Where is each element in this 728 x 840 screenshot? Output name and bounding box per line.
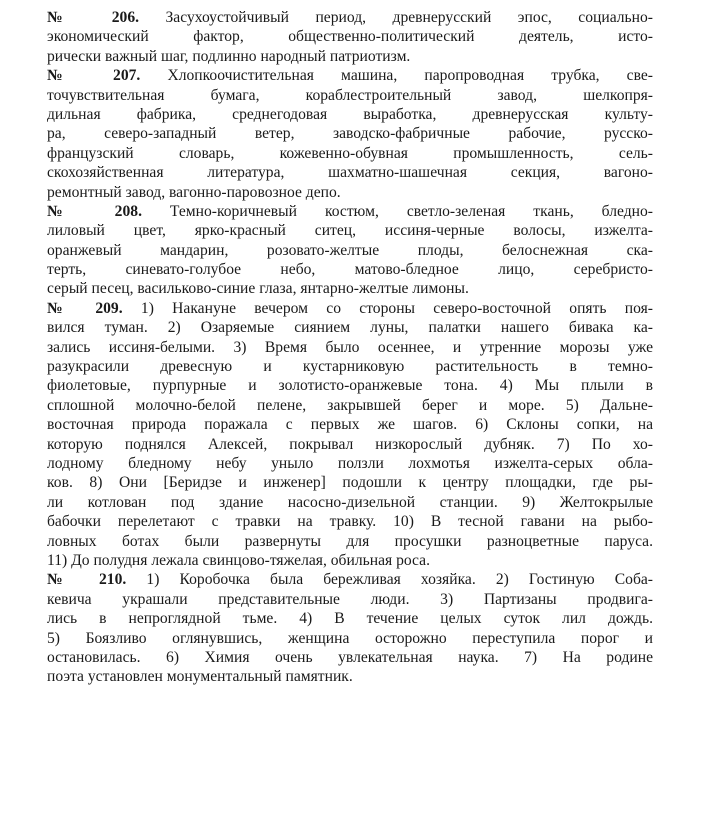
text-line: ков. 8) Они [Беридзе и инженер] подошли к центру площадки, где ры- <box>47 474 653 492</box>
text-line: сплошной молочно-белой пелене, закрывшей берег и море. 5) Дальне- <box>47 396 653 414</box>
line-text: Темно-коричневый костюм, светло-зеленая ткань, бледно- <box>169 202 653 220</box>
text-line <box>47 202 653 221</box>
exercise-206 <box>47 8 653 66</box>
text-line: фиолетовые, пурпурные и золотисто-оранжевые тона. 4) Мы плыли в <box>47 377 653 395</box>
text-line: оранжевый мандарин, розовато-желтые плоды, белоснежная ска- <box>47 241 653 259</box>
text-line: кевича украшали представительные люди. 3) Партизаны продвига- <box>47 590 653 608</box>
text-line: ра, северо-западный ветер, заводско-фабричные рабочие, русско- <box>47 125 653 143</box>
exercise-207 <box>47 66 653 202</box>
text-line: ремонтный завод, вагонно-паровозное депо. <box>47 183 341 201</box>
exercise-number: № 206. <box>47 9 140 26</box>
text-line: экономический фактор, общественно-политический деятель, исто- <box>47 28 653 46</box>
document-page <box>47 8 653 687</box>
text-line: разукрасили древесную и кустарниковую растительность в темно- <box>47 358 653 376</box>
text-line: бабочки перелетают с травки на травку. 10) В тесной гавани на рыбо- <box>47 513 653 531</box>
line-text: 1) Накануне вечером со стороны северо-восточной опять поя- <box>140 299 653 317</box>
text-line: вился туман. 2) Озаряемые сиянием луны, палатки нашего бивака ка- <box>47 319 653 337</box>
text-line: рически важный шаг, подлинно народный патриотизм. <box>47 47 411 65</box>
text-line: зались иссиня-белыми. 3) Время было осеннее, и утренние морозы уже <box>47 338 653 356</box>
text-line: 11) До полудня лежала свинцово-тяжелая, обильная роса. <box>47 551 430 569</box>
text-line: скохозяйственная литература, шахматно-шашечная секция, вагоно- <box>47 164 653 182</box>
text-line: точувствительная бумага, кораблестроительный завод, шелкопря- <box>47 86 653 104</box>
text-line: дильная фабрика, среднегодовая выработка, древнерусская культу- <box>47 105 653 123</box>
exercise-number: № 208. <box>47 202 142 220</box>
text-line <box>47 299 653 318</box>
exercise-209 <box>47 299 653 570</box>
text-line: серый песец, васильково-синие глаза, янтарно-желтые лимоны. <box>47 280 469 298</box>
exercise-208 <box>47 202 653 299</box>
text-line: поэта установлен монументальный памятник. <box>47 668 353 686</box>
text-line: остановилась. 6) Химия очень увлекательная наука. 7) На родине <box>47 648 653 666</box>
exercise-number: № 207. <box>47 67 141 85</box>
text-line <box>47 66 653 85</box>
text-line: восточная природа поражала с первых же шагов. 6) Склоны сопки, на <box>47 416 653 434</box>
text-line <box>47 8 653 27</box>
text-line: терть, синевато-голубое небо, матово-бледное лицо, серебристо- <box>47 261 653 279</box>
text-line: французский словарь, кожевенно-обувная промышленность, сель- <box>47 144 653 162</box>
line-text: Засухоустойчивый период, древнерусский эпос, социально- <box>165 9 653 26</box>
text-line: ли котлован под здание насосно-дизельной станции. 9) Желтокрылые <box>47 493 653 511</box>
text-line: ловных ботах были развернуты для просушки разноцветные паруса. <box>47 532 653 550</box>
text-line: лись в непроглядной тьме. 4) В течение целых суток лил дождь. <box>47 610 653 628</box>
line-text: Хлопкоочистительная машина, паропроводная трубка, све- <box>167 67 653 85</box>
text-line: которую поднялся Алексей, покрывал низкорослый дубняк. 7) По хо- <box>47 435 653 453</box>
text-line: лодному бледному небу уныло ползли лохмотья изжелта-серых обла- <box>47 454 653 472</box>
text-line <box>47 570 653 589</box>
line-text: 1) Коробочка была бережливая хозяйка. 2) Гостиную Соба- <box>146 571 653 589</box>
exercise-210 <box>47 570 653 686</box>
text-line: 5) Боязливо оглянувшись, женщина осторожно переступила порог и <box>47 629 653 647</box>
exercise-number: № 209. <box>47 299 123 317</box>
text-line: лиловый цвет, ярко-красный ситец, иссиня-черные волосы, изжелта- <box>47 222 653 240</box>
exercise-number: № 210. <box>47 571 127 589</box>
